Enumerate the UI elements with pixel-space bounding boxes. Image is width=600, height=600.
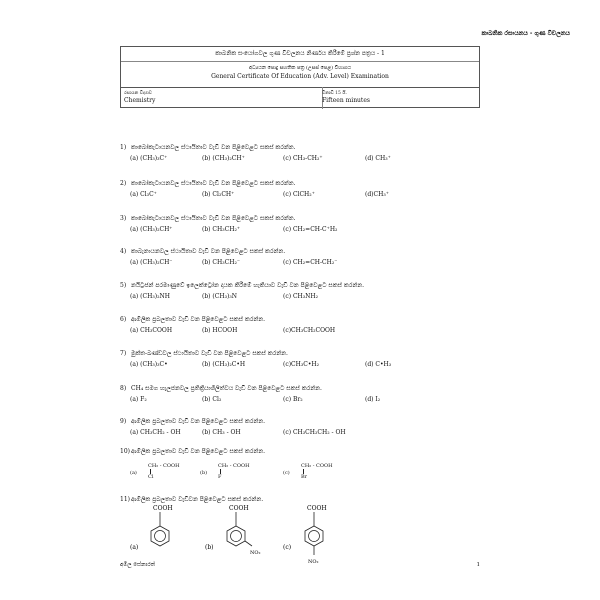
option-label: (c) (283, 470, 290, 476)
question-text: කාබෝකැටායනවල ස්ථායිතාව වැඩි වන පිළිවෙළට සකස් කරන්න. (131, 180, 296, 187)
question-number: 5) (120, 282, 127, 289)
subject-value: Chemistry (124, 97, 156, 104)
question-10 (120, 448, 265, 456)
substituent-cooh: COOH (153, 505, 173, 512)
exam-header-box (120, 46, 480, 108)
option-b: (b) CH₃CH₂⁺ (202, 226, 241, 233)
time-cell (319, 87, 479, 109)
question-number: 7) (120, 350, 127, 357)
chain-top: CH₂ - COOH (218, 463, 250, 469)
question-number: 4) (120, 248, 127, 255)
aromatic-circle (231, 531, 242, 542)
chain-top: CH₂ - COOH (148, 463, 180, 469)
option-b: (b) CH₃CH₂⁻ (202, 259, 241, 266)
question-2 (120, 180, 389, 201)
question-text: කාබෝකැටායනවල ස්ථායිතාව වැඩි වන පිළිවෙළට සකස් කරන්න. (131, 144, 296, 151)
question-number: 2) (120, 180, 127, 187)
page-header-title: කාබනික රසායනය - ගුණ විචලනය (481, 30, 570, 37)
option-c: (c) Br₂ (283, 396, 303, 403)
option-c: (c) CH₃-CH₂⁺ (283, 155, 323, 162)
option-c: (c) ClCH₂⁺ (283, 191, 315, 198)
question-3 (120, 215, 338, 236)
exam-name-english: General Certificate Of Education (Adv. Level) Examination (211, 73, 389, 80)
question-7 (120, 350, 392, 371)
option-a: (a) F₂ (130, 396, 147, 403)
question-text: නයිට්‍රජන් පරමාණුවේ ඉලෙක්ට්‍රෝන දායක කිරීමේ හැකියාව වැඩි වන පිළිවෙළට සකස් කරන්න. (131, 282, 364, 289)
option-a: (a) (CH₃)₃C⁺ (130, 155, 168, 162)
subject-cell (121, 87, 323, 109)
question-text: මුක්ත-ඛණ්ඩවල ස්ථායිතාව වැඩි වන පිළිවෙළට සකස් කරන්න. (131, 350, 288, 357)
option-d: (d) C•H₃ (365, 361, 392, 368)
subject-time-row (121, 87, 479, 109)
question-text: ආම්ලික ප්‍රබලතාව වැඩි වන පිළිවෙළට සකස් කරන්න. (131, 448, 266, 455)
benzene-ring (227, 526, 245, 546)
option-label: (b) (200, 470, 208, 476)
question-number: 9) (120, 418, 127, 425)
option-b: (b) HCOOH (202, 327, 238, 334)
option-a: (a) CH₃COOH (130, 327, 173, 334)
option-c: (c)CH₃CH₂COOH (283, 327, 336, 334)
option-c: (c) CH₃CH₂CH₂ - OH (283, 429, 346, 436)
question-number: 10) (120, 448, 130, 455)
option-b: (b) (CH₃)₂C•H (202, 361, 246, 368)
question-5 (120, 282, 364, 303)
question-text: ආම්ලික ප්‍රබලතාව වැඩි වන පිළිවෙළට සකස් කරන්න. (131, 316, 266, 323)
option-b: (b) Cl₂CH⁺ (202, 191, 235, 198)
substituent-cooh: COOH (229, 505, 249, 512)
question-number: 11) (120, 496, 130, 503)
option-d: (d) I₂ (365, 396, 381, 403)
option-c: (c) CH₂=CH-CH₂⁻ (283, 259, 338, 266)
bond-line (245, 541, 252, 546)
substituent: Cl (148, 474, 154, 480)
aromatic-circle (155, 531, 166, 542)
option-a: (a) (CH₃)₂NH (130, 293, 170, 300)
option-a: (a) (CH₃)₂CH⁻ (130, 259, 173, 266)
aromatic-circle (309, 531, 320, 542)
chain-top: CH₂ - COOH (301, 463, 333, 469)
substituent-no2: NO₂ (308, 559, 319, 565)
option-label: (c) (283, 544, 292, 551)
question-4 (120, 248, 338, 269)
option-label: (b) (205, 544, 214, 551)
time-label: විනාඩි 15 යි. (322, 91, 347, 96)
q11-structures (0, 502, 600, 582)
question-6 (120, 316, 336, 337)
substituent-no2: NO₂ (250, 550, 261, 556)
question-text: ආම්ලික ප්‍රබලතාව වැඩිවන පිළිවෙළට සකස් කරන්න. (131, 496, 264, 503)
question-number: 8) (120, 385, 127, 392)
question-1 (120, 144, 391, 165)
substituent-cooh: COOH (307, 505, 327, 512)
benzene-ring (151, 526, 169, 546)
option-c: (c) CH₂=CH-C⁺H₂ (283, 226, 338, 233)
option-a: (a) CH₃CH₂ - OH (130, 429, 181, 436)
option-a: (a) (CH₃)₂CH⁺ (130, 226, 173, 233)
time-value: Fifteen minutes (322, 97, 370, 104)
option-a: (a) (CH₃)₃C• (130, 361, 168, 368)
question-text: කාබෝකැටායනවල ස්ථායිතාව වැඩි වන පිළිවෙළට සකස් කරන්න. (131, 215, 296, 222)
page-number: 1 (476, 562, 480, 568)
question-number: 1) (120, 144, 127, 151)
question-text: ආම්ලික ප්‍රබලතාව වැඩි වන පිළිවෙළට සකස් කරන්න. (131, 418, 266, 425)
option-d: (d) CH₃⁺ (365, 155, 391, 162)
exam-name-sinhala: අධ්‍යයන පොදු සහතික පත්‍ර (උසස් පෙළ) විභාගය (248, 65, 352, 71)
option-b: (b) (CH₃)₂CH⁺ (202, 155, 245, 162)
footer-author: අමිල සේනාරත් (120, 562, 156, 568)
subject-label: රසායන විද්‍යාව (124, 91, 152, 96)
option-a: (a) Cl₃C⁺ (130, 191, 157, 198)
option-d: (d)CH₃⁺ (365, 191, 389, 198)
option-label: (a) (130, 544, 139, 551)
question-number: 6) (120, 316, 127, 323)
substituent: F (218, 474, 222, 480)
option-b: (b) (CH₃)₃N (202, 293, 237, 300)
option-label: (a) (130, 470, 137, 476)
exam-name (121, 61, 479, 88)
question-text: CH₄ සමග හැලජනවල ප්‍රතික්‍රියාශීලිත්වය වැඩි වන පිළිවෙළට සකස් කරන්න. (131, 385, 322, 392)
option-c: (c) CH₃NH₂ (283, 293, 319, 300)
option-b: (b) CH₃ - OH (202, 429, 241, 436)
paper-title: කාබනික සංයෝගවල ගුණ විචලනය නිර්ණය කිරීමේ ප්‍රශ්න පත්‍රය - 1 (121, 47, 479, 62)
substituent: Br (301, 474, 308, 480)
question-8 (120, 385, 381, 406)
question-9 (120, 418, 346, 439)
option-c: (c)CH₃C•H₂ (283, 361, 320, 368)
question-number: 3) (120, 215, 127, 222)
option-b: (b) Cl₂ (202, 396, 222, 403)
question-text: කාබැනායනවල ස්ථායිතාව වැඩි වන පිළිවෙළට සකස් කරන්න. (131, 248, 286, 255)
benzene-ring (305, 526, 323, 546)
